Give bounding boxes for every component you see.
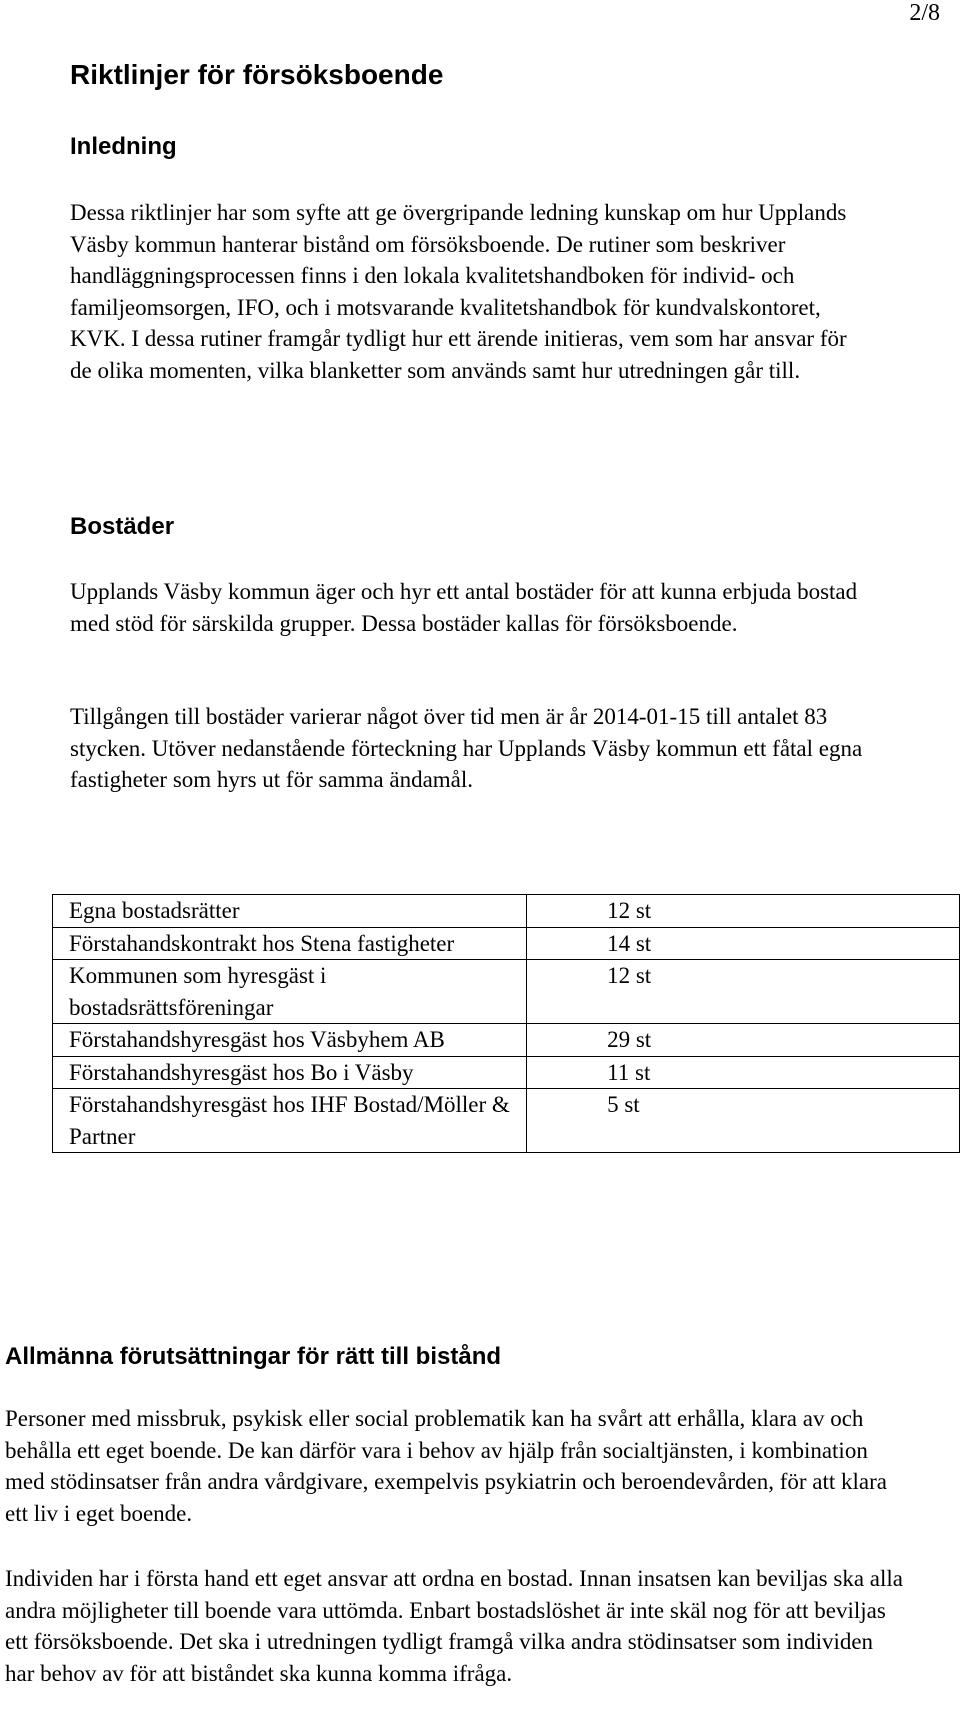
- table-row: [53, 960, 960, 1024]
- paragraph-bostader-2: Tillgången till bostäder varierar något över tid men är år 2014-01-15 till antalet 83 stycken. Utöver nedanstående förteckning har Upplands Väsby kommun ett fåtal egna fastigheter som hyrs ut för samma ändamål.: [70, 704, 863, 792]
- table-cell-value: 5 st: [527, 1089, 960, 1153]
- page-number: 2/8: [909, 0, 940, 26]
- table-row: [53, 895, 960, 928]
- heading-bostader: Bostäder: [70, 513, 175, 540]
- table-cell-label: Förstahandshyresgäst hos Bo i Väsby: [53, 1056, 527, 1089]
- paragraph-bostader-1: Upplands Väsby kommun äger och hyr ett antal bostäder för att kunna erbjuda bostad med stöd för särskilda grupper. Dessa bostäder kallas för försöksboende.: [70, 579, 858, 636]
- table-cell-label: Kommunen som hyresgäst i bostadsrättsföreningar: [53, 960, 527, 1024]
- table-row: [53, 1024, 960, 1057]
- heading-inledning: Inledning: [70, 133, 177, 160]
- heading-allmanna: Allmänna förutsättningar för rätt till bistånd: [5, 1343, 502, 1370]
- table-cell-label: Egna bostadsrätter: [53, 895, 527, 928]
- document-title: Riktlinjer för försöksboende: [70, 59, 444, 90]
- table-cell-value: 12 st: [527, 895, 960, 928]
- table-row: [53, 1056, 960, 1089]
- paragraph-inledning: Dessa riktlinjer har som syfte att ge övergripande ledning kunskap om hur Upplands Väsby kommun hanterar bistånd om försöksboende. De rutiner som beskriver handläggningsprocessen finns i den lokala kvalitetshandboken för individ- och familjeomsorgen, IFO, och i motsvarande kvalitetshandbok för kundvalskontoret, KVK. I dessa rutiner framgår tydligt hur ett ärende initieras, vem som har ansvar för de olika momenten, vilka blanketter som används samt hur utredningen går till.: [70, 200, 847, 383]
- table-cell-value: 11 st: [527, 1056, 960, 1089]
- table-row: [53, 1089, 960, 1153]
- table-cell-label: Förstahandshyresgäst hos IHF Bostad/Möller & Partner: [53, 1089, 527, 1153]
- table-cell-value: 29 st: [527, 1024, 960, 1057]
- table-cell-value: 12 st: [527, 960, 960, 1024]
- table-row: [53, 927, 960, 960]
- housing-table: [52, 894, 960, 1153]
- table-cell-label: Förstahandshyresgäst hos Väsbyhem AB: [53, 1024, 527, 1057]
- paragraph-allmanna-1: Personer med missbruk, psykisk eller social problematik kan ha svårt att erhålla, klara av och behålla ett eget boende. De kan därför vara i behov av hjälp från socialtjänsten, i kombination med stödinsatser från andra vårdgivare, exempelvis psykiatrin och beroendevården, för att klara ett liv i eget boende.: [5, 1406, 887, 1526]
- paragraph-allmanna-2: Individen har i första hand ett eget ansvar att ordna en bostad. Innan insatsen kan beviljas ska alla andra möjligheter till boende vara uttömda. Enbart bostadslöshet är inte skäl nog för att beviljas ett försöksboende. Det ska i utredningen tydligt framgå vilka andra stödinsatser som individen har behov av för att biståndet ska kunna komma ifråga.: [5, 1566, 903, 1686]
- table-cell-label: Förstahandskontrakt hos Stena fastigheter: [53, 927, 527, 960]
- table-cell-value: 14 st: [527, 927, 960, 960]
